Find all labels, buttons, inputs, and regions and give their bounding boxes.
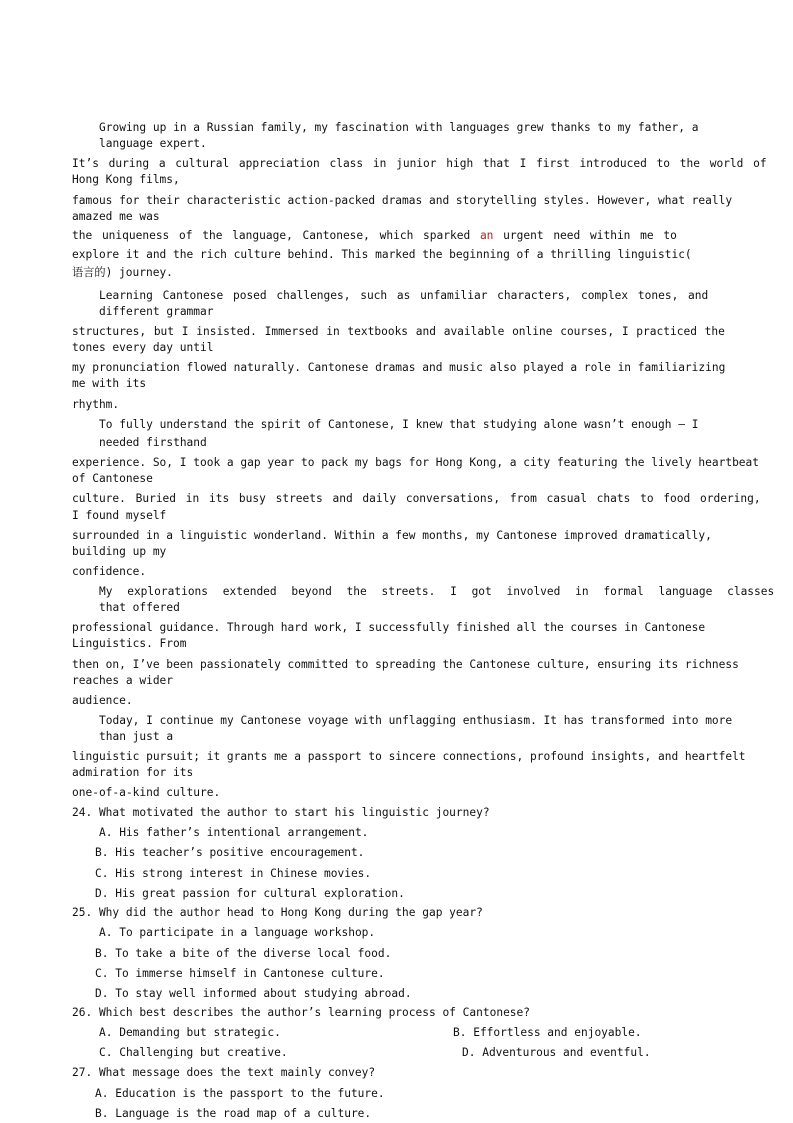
option-a: A. To participate in a language workshop. xyxy=(99,926,376,939)
p1-line-7-end: urgent need within me to xyxy=(503,229,677,242)
option-c: C. To immerse himself in Cantonese culture. xyxy=(95,967,385,980)
p2-line-7: rhythm. xyxy=(72,398,120,411)
p1-line-5: famous for their characteristic action-packed dramas and storytelling styles. However, what really xyxy=(72,194,733,207)
p5-line-5: one-of-a-kind culture. xyxy=(72,786,221,799)
p4-line-4: Linguistics. From xyxy=(72,637,187,650)
p1-line-7-start: the uniqueness of the language, Cantonese, which sparked xyxy=(72,229,471,242)
option-b: B. To take a bite of the diverse local food. xyxy=(95,947,392,960)
p5-line-1: Today, I continue my Cantonese voyage with unflagging enthusiasm. It has transformed into more xyxy=(99,714,733,727)
option-a: A. Demanding but strategic. xyxy=(99,1026,281,1039)
p4-line-5: then on, I’ve been passionately committed to spreading the Cantonese culture, ensuring its richness xyxy=(72,658,739,671)
option-d: D. To stay well informed about studying abroad. xyxy=(95,987,412,1000)
p3-line-4: of Cantonese xyxy=(72,472,153,485)
p5-line-4: admiration for its xyxy=(72,766,194,779)
option-b: B. Effortless and enjoyable. xyxy=(453,1026,642,1039)
option-b: B. His teacher’s positive encouragement. xyxy=(95,846,365,859)
p4-line-6: reaches a wider xyxy=(72,674,174,687)
option-c: C. His strong interest in Chinese movies. xyxy=(95,867,372,880)
p4-line-3: professional guidance. Through hard work, I successfully finished all the courses in Cantonese xyxy=(72,621,706,634)
option-c: C. Challenging but creative. xyxy=(99,1046,288,1059)
p2-line-6: me with its xyxy=(72,377,147,390)
p3-line-7: surrounded in a linguistic wonderland. Within a few months, my Cantonese improved dramatically, xyxy=(72,529,712,542)
option-b: B. Language is the road map of a culture. xyxy=(95,1107,372,1120)
p2-line-5: my pronunciation flowed naturally. Cantonese dramas and music also played a role in familiarizing xyxy=(72,361,726,374)
highlighted-word: an xyxy=(479,229,494,242)
question-stem: 24. What motivated the author to start his linguistic journey? xyxy=(72,806,490,819)
p3-line-3: experience. So, I took a gap year to pack my bags for Hong Kong, a city featuring the lively heartbeat xyxy=(72,456,760,469)
p1-line-3: It’s during a cultural appreciation class in junior high that I first introduced to the world of xyxy=(72,157,767,170)
p5-line-3: linguistic pursuit; it grants me a passport to sincere connections, profound insights, and heartfelt xyxy=(72,750,746,763)
p3-line-6: I found myself xyxy=(72,509,167,522)
question-stem: 26. Which best describes the author’s learning process of Cantonese? xyxy=(72,1006,531,1019)
p1-line-8: explore it and the rich culture behind. This marked the beginning of a thrilling linguistic( xyxy=(72,248,692,261)
p4-line-2: that offered xyxy=(99,601,180,614)
p3-line-5: culture. Buried in its busy streets and daily conversations, from casual chats to food ordering, xyxy=(72,492,761,505)
p4-line-1: My explorations extended beyond the streets. I got involved in formal language classes xyxy=(99,585,775,598)
question-stem: 25. Why did the author head to Hong Kong during the gap year? xyxy=(72,906,483,919)
question-stem: 27. What message does the text mainly convey? xyxy=(72,1066,376,1079)
p3-line-9: confidence. xyxy=(72,565,147,578)
p3-line-1: To fully understand the spirit of Cantonese, I knew that studying alone wasn’t enough — I xyxy=(99,418,699,431)
option-d: D. His great passion for cultural exploration. xyxy=(95,887,405,900)
option-a: A. Education is the passport to the future. xyxy=(95,1087,385,1100)
p2-line-3: structures, but I insisted. Immersed in textbooks and available online courses, I practiced the xyxy=(72,325,725,338)
p1-line-1: Growing up in a Russian family, my fascination with languages grew thanks to my father, a xyxy=(99,121,699,134)
p1-line-2: language expert. xyxy=(99,137,207,150)
option-a: A. His father’s intentional arrangement. xyxy=(99,826,369,839)
p1-line-4: Hong Kong films, xyxy=(72,173,180,186)
p2-line-4: tones every day until xyxy=(72,341,214,354)
p3-line-8: building up my xyxy=(72,545,167,558)
p1-line-6: amazed me was xyxy=(72,210,160,223)
p3-line-2: needed firsthand xyxy=(99,436,207,449)
p2-line-1: Learning Cantonese posed challenges, such as unfamiliar characters, complex tones, and xyxy=(99,289,709,302)
p1-line-7 xyxy=(72,229,677,243)
p1-line-9: 语言的) journey. xyxy=(72,266,173,279)
p2-line-2: different grammar xyxy=(99,305,214,318)
p4-line-7: audience. xyxy=(72,694,133,707)
p5-line-2: than just a xyxy=(99,730,174,743)
option-d: D. Adventurous and eventful. xyxy=(462,1046,651,1059)
